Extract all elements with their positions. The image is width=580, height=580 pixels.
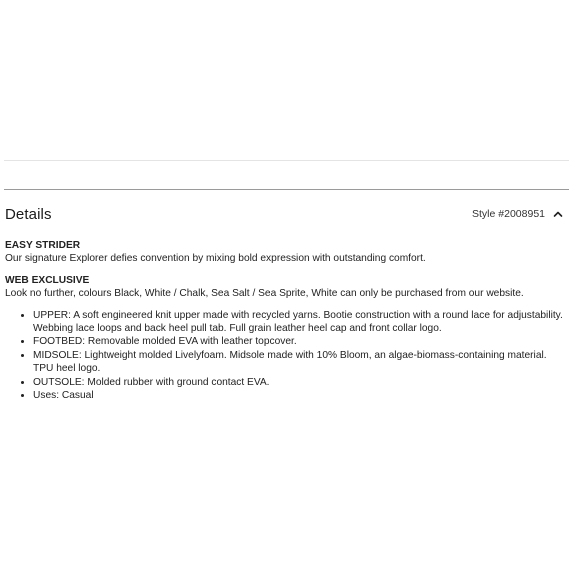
details-divider (4, 189, 569, 190)
web-exclusive-heading: WEB EXCLUSIVE (5, 274, 90, 286)
chevron-up-icon[interactable] (552, 208, 564, 220)
details-accordion-toggle[interactable] (5, 203, 564, 225)
details-header-right (472, 208, 564, 220)
details-title: Details (5, 205, 52, 223)
feature-upper: • UPPER: A soft engineered knit upper made with recycled yarns. Bootie construction with a round lace for adjustability. Webbing lace loops and back heel pull tab. Full grain leather heel cap and front collar logo. (33, 309, 568, 336)
feature-midsole: • MIDSOLE: Lightweight molded Livelyfoam. Midsole made with 10% Bloom, an algae-biomass-containing material. TPU heel logo. (33, 349, 568, 376)
style-number: Style #2008951 (472, 208, 545, 220)
product-description: Our signature Explorer defies convention by mixing bold expression with outstanding comfort. (5, 253, 426, 265)
web-exclusive-text: Look no further, colours Black, White / Chalk, Sea Salt / Sea Sprite, White can only be purchased from our website. (5, 288, 524, 300)
feature-uses: • Uses: Casual (33, 389, 568, 402)
feature-footbed: • FOOTBED: Removable molded EVA with leather topcover. (33, 335, 568, 348)
divider (4, 160, 569, 161)
details-content (5, 239, 568, 402)
feature-outsole: • OUTSOLE: Molded rubber with ground contact EVA. (33, 376, 568, 389)
product-name-heading: EASY STRIDER (5, 240, 81, 251)
feature-list (5, 309, 568, 403)
